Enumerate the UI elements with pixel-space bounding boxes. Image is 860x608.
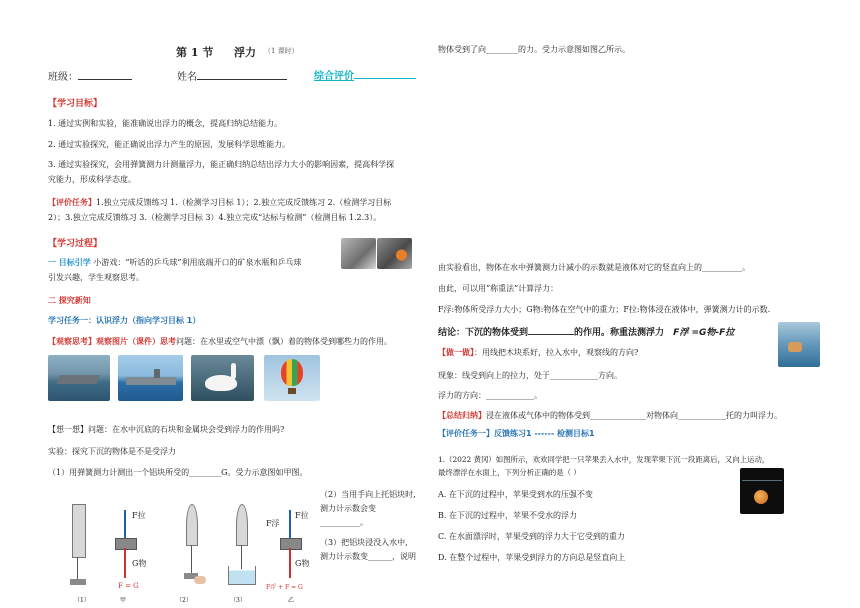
- arrow-up-2: [289, 510, 291, 538]
- label-g-2: G物: [295, 559, 310, 568]
- caption-3: （3）: [230, 597, 246, 604]
- label-f-pull: F拉: [132, 511, 146, 520]
- process-heading: 【学习过程】: [48, 239, 103, 249]
- goal-item: 3. 通过实验探究，会用弹簧测力计测量浮力，能正确归纳总结出浮力大小的影响因素，提高科学探: [48, 160, 395, 169]
- spring-scale-3: [236, 504, 248, 546]
- arrow-up-1: [124, 510, 126, 538]
- intro-line1: 一 目标引学 小游戏：“听话的乒乓球”利用底端开口的矿泉水瓶和乒乓球: [48, 258, 302, 267]
- goal-item: 究能力，形成科学态度。: [48, 175, 136, 184]
- method-intro: 由此，可以用“称重法”计算浮力：: [438, 284, 559, 293]
- page-title: 浮力: [234, 46, 256, 59]
- spring-scale-2: [186, 504, 198, 546]
- goals-heading: 【学习目标】: [48, 99, 103, 109]
- option-c[interactable]: C. 在水面漂浮时，苹果受到的浮力大于它受到的重力: [438, 532, 625, 541]
- phenomenon-line: 现象：线受到向上的拉力，处于____________方向。: [438, 371, 622, 380]
- explore-heading: 二 探究新知: [48, 296, 91, 305]
- step1-text: （1）用弹簧测力计测出一个铝块所受的________G。受力示意图如甲图。: [48, 468, 308, 477]
- step2-blank: __________。: [320, 518, 368, 527]
- label-f-pull-2: F拉: [295, 511, 309, 520]
- label-g: G物: [132, 559, 147, 568]
- class-field[interactable]: 班级：: [48, 68, 132, 83]
- goal-item: 2. 通过实验探究，能正确说出浮力产生的原因，发展科学思维能力。: [48, 140, 291, 149]
- aluminum-block-1: [70, 579, 86, 585]
- game-photo-2: [377, 238, 412, 269]
- do-it-line: 【做一做】：用线把木块系好，拉入水中，观察线的方向?: [438, 348, 639, 357]
- question-1-line1: 1.（2022 黄冈）如图所示，欢欢同学把一只苹果丢入水中，发现苹果下沉一段距离后，又向上运动，: [438, 455, 770, 464]
- symbol-definitions: F浮:物体所受浮力大小；G物:物体在空气中的重力；F拉:物体浸在液体中，弹簧测力计的示数.: [438, 305, 771, 314]
- question-1-line2: 最终漂浮在水面上，下列分析正确的是（ ）: [438, 468, 581, 477]
- beaker-icon: [228, 566, 256, 585]
- arrow-down-2: [289, 548, 291, 578]
- step2-text: 测力计示数会变: [320, 504, 376, 513]
- apple-in-water-photo: [740, 468, 784, 514]
- section-number: 第 1 节: [176, 46, 214, 59]
- ship-photo: [48, 355, 110, 401]
- name-field[interactable]: 姓名: [177, 68, 287, 83]
- direction-line: 浮力的方向：____________。: [438, 391, 542, 400]
- intro-line2: 引发兴趣，学生观察思考。: [48, 273, 144, 282]
- observe-line: 【观察思考】观察图片（课件）思考问题：在水里或空气中漂（飘）着的物体受到哪些力的作用。: [48, 337, 392, 346]
- scale-hook-1: [77, 557, 78, 579]
- caption-yi: 乙: [288, 597, 295, 604]
- swan-photo: [191, 355, 254, 401]
- summary-line: 【总结归纳】浸在液体或气体中的物体受到______________对物体向____________托的力叫浮力。: [438, 411, 782, 420]
- balloon-photo: [264, 355, 320, 401]
- step2-text: （2）当用手向上托铝块时,: [320, 490, 416, 499]
- step3-text: （3）把铝块浸没入水中,: [320, 538, 408, 547]
- goal-item: 1. 通过实例和实验，能准确说出浮力的概念，提高归纳总结能力。: [48, 119, 283, 128]
- eval-tasks-line2: 2）；3.独立完成反馈练习 3.（检测学习目标 3）4.独立完成“达标与检测”（检测目标 1.2.3）。: [48, 213, 382, 222]
- eval-task-1-heading: 【评价任务一】反馈练习1 ------ 检测目标1: [438, 429, 595, 438]
- option-d[interactable]: D. 在整个过程中，苹果受到浮力的方向总是竖直向上: [438, 553, 626, 562]
- spring-scale-1: [72, 504, 86, 558]
- block-2: [280, 538, 302, 550]
- observation-line: 由实验看出，物体在水中弹簧测力计减小的示数就是液体对它的竖直向上的__________。: [438, 263, 750, 272]
- option-b[interactable]: B. 在下沉的过程中，苹果不受水的浮力: [438, 511, 577, 520]
- hand-icon: [194, 576, 206, 584]
- scale-hook-2: [191, 545, 192, 573]
- conclusion-line: 结论：下沉的物体受到 的作用。称重法测浮力 F浮 =G物-F拉: [438, 325, 734, 338]
- task1-heading: 学习任务一：认识浮力（指向学习目标 1）: [48, 316, 201, 325]
- caption-1: （1）: [74, 597, 90, 604]
- think-line: 【想一想】问题：在水中沉底的石块和金属块会受到浮力的作用吗?: [48, 425, 285, 434]
- label-f-eq-g: F = G: [118, 582, 139, 590]
- caption-2: （2）: [176, 597, 192, 604]
- option-a[interactable]: A. 在下沉的过程中，苹果受到水的压强不变: [438, 490, 593, 499]
- experiment-title: 实验：探究下沉的物体是不是受浮力: [48, 447, 176, 456]
- block-1: [115, 538, 137, 550]
- wood-in-water-photo: [778, 322, 820, 367]
- eval-field[interactable]: 综合评价: [314, 67, 416, 82]
- force-diagram: [60, 490, 310, 605]
- label-f-buoy: F浮: [266, 519, 280, 528]
- carrier-photo: [118, 355, 183, 401]
- game-photo-1: [341, 238, 376, 269]
- step3-text: 测力计示数变______，说明: [320, 552, 416, 561]
- caption-jia: 甲: [120, 597, 127, 604]
- label-f-sum: F浮 + F = G: [266, 584, 303, 591]
- lesson-hours: （1 课时）: [264, 47, 299, 55]
- eval-tasks-line1: 【评价任务】1.独立完成反馈练习 1.（检测学习目标 1）；2.独立完成反馈练习 2.（检测学习目标: [48, 198, 392, 207]
- arrow-down-1: [124, 548, 126, 578]
- right-top-line: 物体受到了向________的力。受力示意图如图乙所示。: [438, 45, 630, 54]
